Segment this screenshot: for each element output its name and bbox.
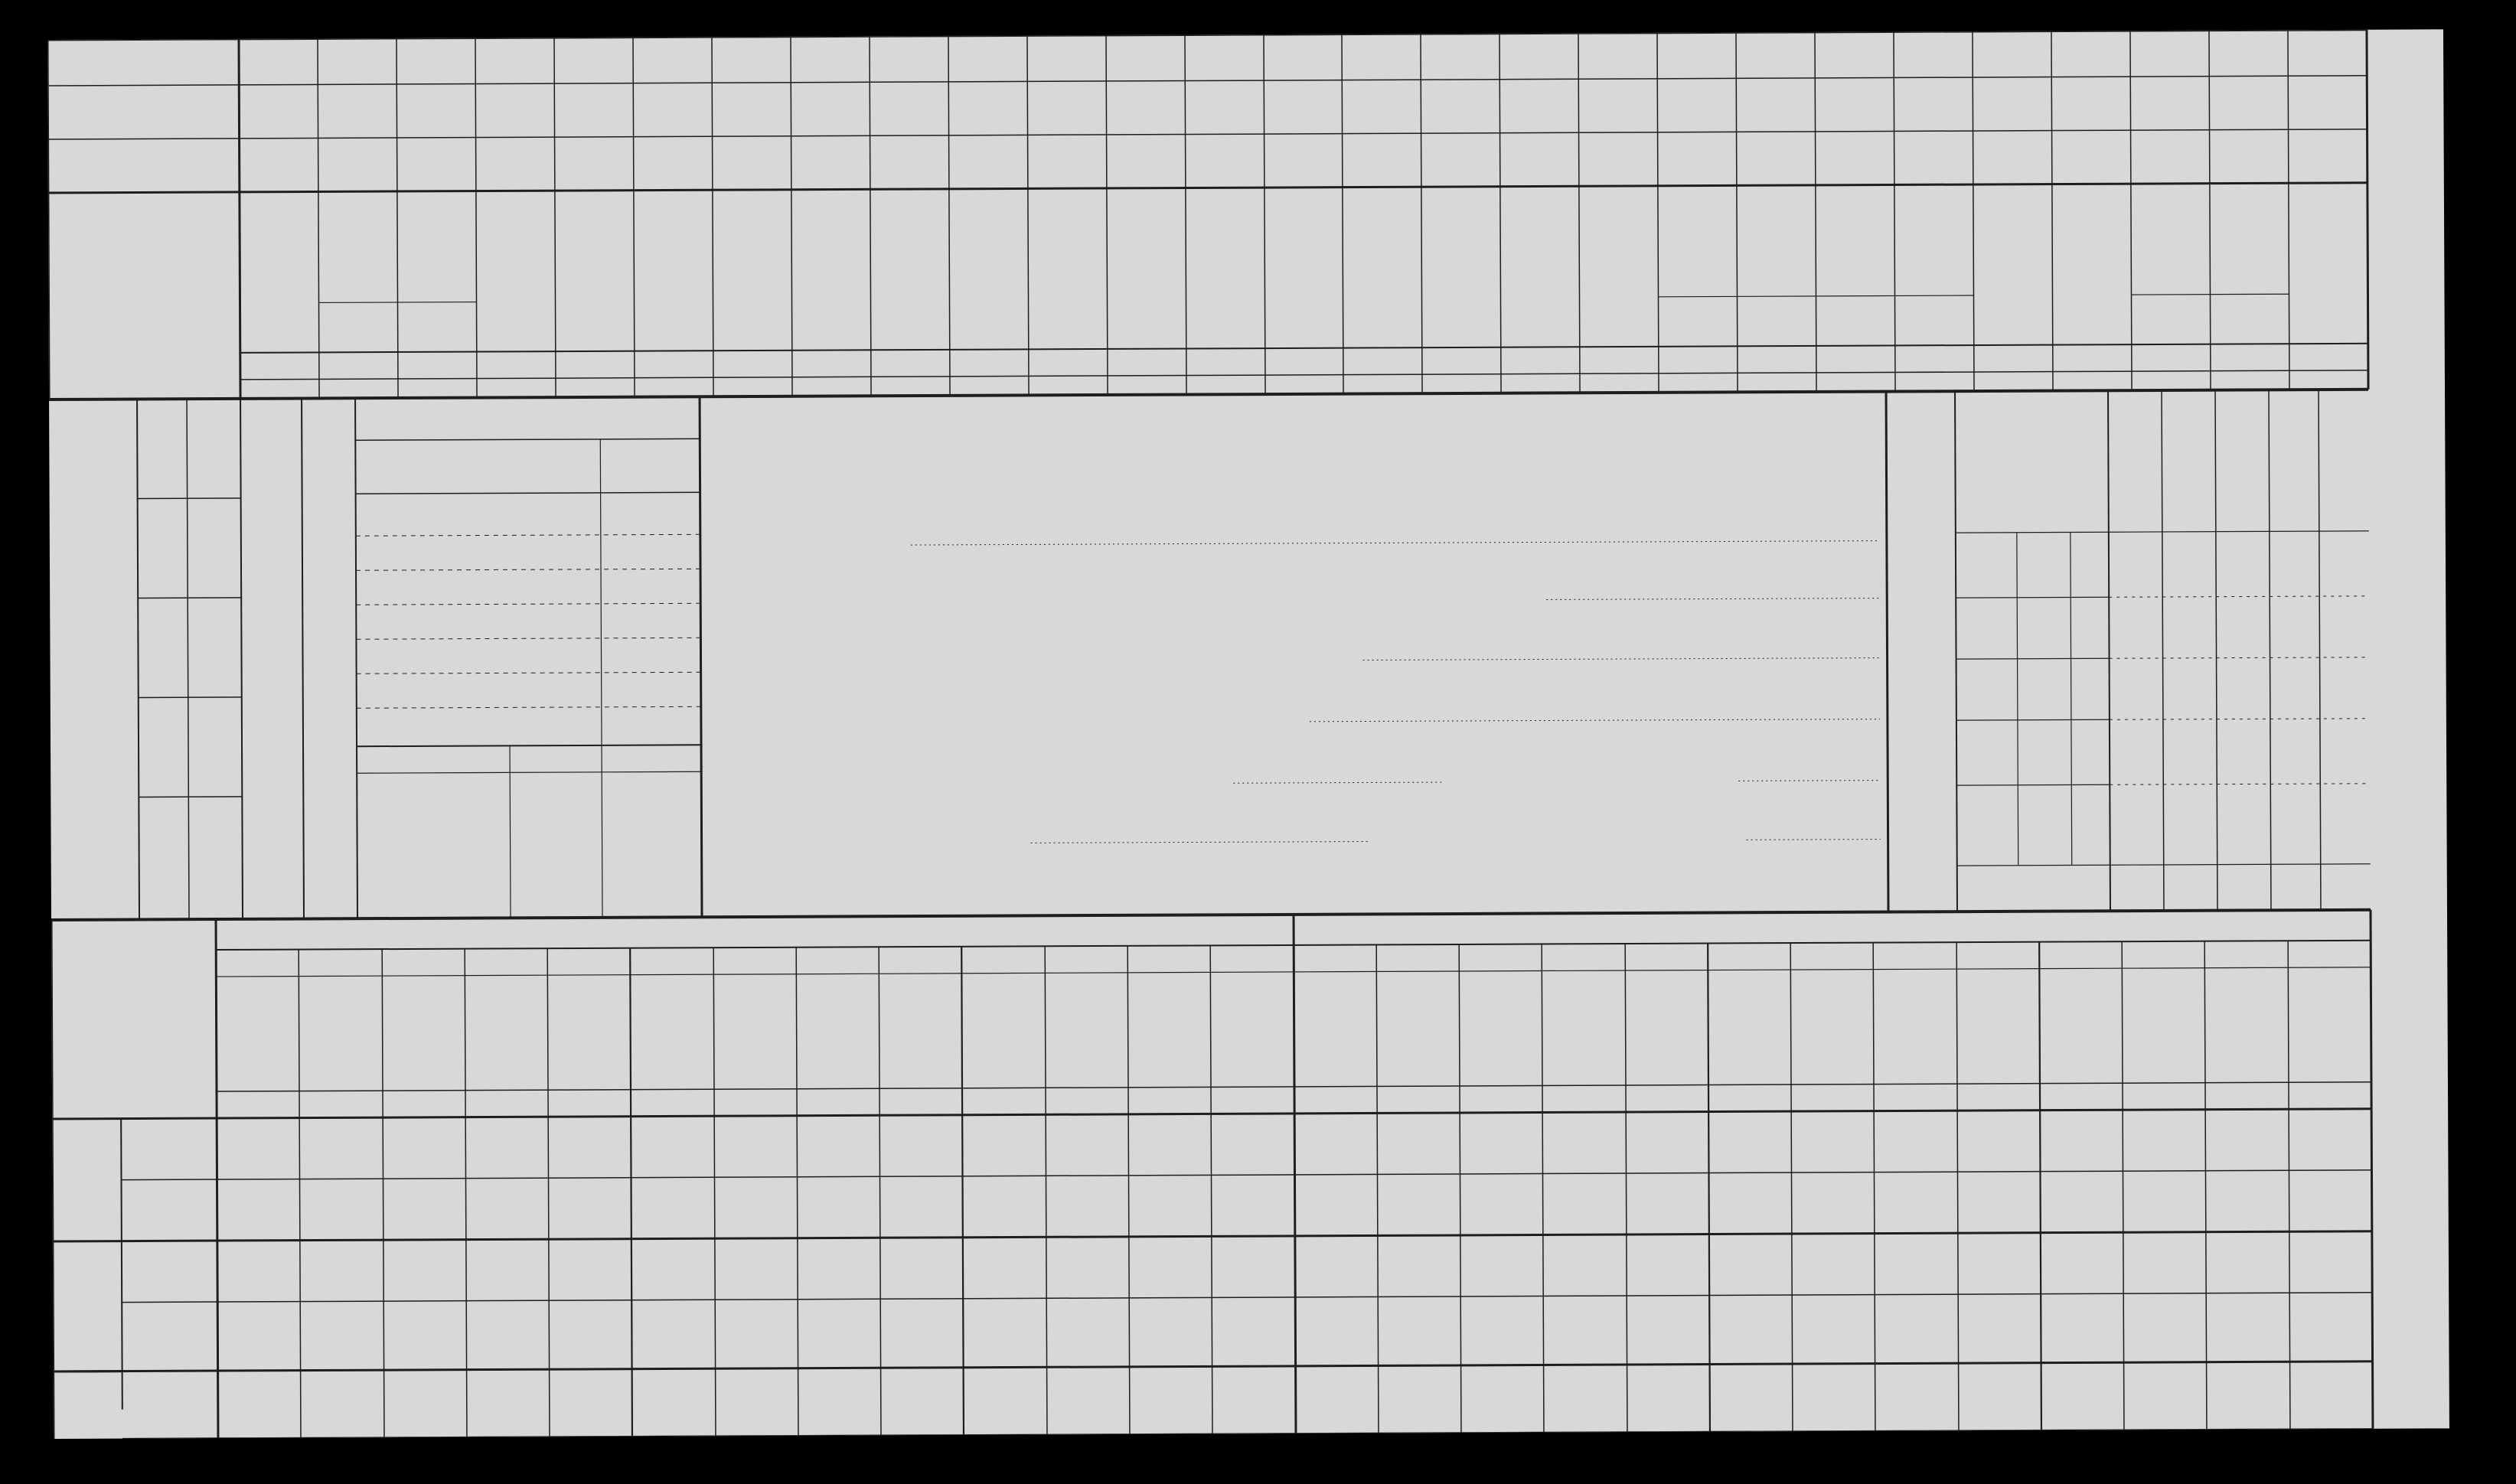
rule-line	[1625, 944, 1627, 1432]
answer-dotted-line	[1546, 598, 1879, 600]
rule-line	[600, 439, 602, 745]
answer-dotted-line	[1031, 841, 1368, 843]
rule-line	[1894, 31, 1895, 391]
rule-line	[465, 949, 467, 1437]
rule-line	[1045, 946, 1047, 1434]
rule-line	[1578, 33, 1580, 393]
rule-line	[791, 37, 792, 396]
rule-line	[139, 919, 243, 920]
rule-line	[122, 1170, 2372, 1180]
rule-line	[1499, 34, 1501, 393]
rule-line	[2122, 941, 2124, 1430]
rule-line	[137, 399, 139, 919]
rule-line	[356, 638, 700, 639]
rule-line	[700, 396, 702, 917]
rule-line	[54, 1362, 2373, 1371]
rule-line	[2071, 532, 2072, 865]
rule-line	[122, 1293, 2372, 1303]
rule-line	[1956, 942, 1959, 1430]
rule-line	[51, 910, 2371, 920]
rule-line	[356, 569, 700, 570]
rule-line	[47, 76, 2367, 86]
rule-line	[1736, 32, 1738, 392]
rule-line	[2017, 533, 2018, 866]
rule-line	[2162, 390, 2164, 911]
rule-line	[796, 947, 798, 1436]
rule-line	[2131, 294, 2289, 295]
rule-line	[1294, 945, 1296, 1433]
rule-line	[356, 534, 700, 536]
rule-line	[1459, 944, 1461, 1433]
rule-line	[1027, 35, 1029, 395]
rule-line	[47, 30, 2367, 40]
rule-line	[2109, 596, 2369, 597]
rule-line	[355, 439, 700, 440]
rule-line	[2109, 531, 2369, 532]
rule-line	[1957, 865, 2110, 866]
rule-line	[2039, 942, 2041, 1430]
rule-line	[240, 399, 243, 919]
rule-line	[302, 399, 304, 919]
form-grid	[47, 29, 2449, 1439]
rule-line	[2209, 31, 2211, 390]
rule-line	[2130, 31, 2132, 390]
rule-line	[139, 697, 242, 698]
rule-line	[121, 1109, 2371, 1119]
rule-line	[356, 492, 700, 494]
rule-line	[355, 398, 357, 918]
rule-line	[187, 399, 189, 919]
rule-line	[1542, 944, 1544, 1432]
rule-line	[547, 948, 550, 1437]
rule-line	[1956, 784, 2110, 785]
rule-line	[357, 672, 701, 674]
rule-line	[47, 40, 49, 400]
rule-line	[1956, 532, 2109, 533]
rule-line	[1127, 946, 1130, 1434]
rule-line	[2215, 390, 2217, 911]
rule-line	[239, 39, 240, 399]
rule-line	[2288, 941, 2290, 1429]
rule-line	[240, 344, 2368, 353]
rule-line	[2204, 941, 2207, 1430]
rule-line	[2110, 864, 2371, 865]
rule-line	[357, 706, 701, 708]
rule-line	[240, 370, 2368, 380]
rule-line	[879, 947, 881, 1435]
rule-line	[2288, 30, 2289, 390]
rule-line	[1956, 597, 2109, 598]
rule-line	[121, 1119, 122, 1410]
rule-line	[48, 183, 2368, 193]
rule-line	[870, 36, 871, 396]
rule-line	[1657, 33, 1659, 393]
rule-line	[1973, 31, 1974, 391]
rule-line	[2371, 910, 2373, 1429]
rule-line	[319, 302, 477, 303]
rule-line	[137, 399, 240, 400]
rule-line	[1106, 35, 1108, 395]
answer-dotted-line	[1363, 658, 1880, 660]
rule-line	[382, 949, 384, 1437]
rule-line	[1956, 719, 2110, 720]
rule-line	[2108, 390, 2110, 911]
rule-line	[1210, 945, 1212, 1433]
rule-line	[712, 37, 713, 396]
rule-line	[1955, 391, 1957, 912]
rule-line	[1886, 392, 1888, 912]
rule-line	[475, 38, 477, 398]
rule-line	[633, 38, 635, 397]
rule-line	[1185, 35, 1186, 395]
rule-line	[1708, 944, 1710, 1432]
census-form-sheet	[47, 29, 2449, 1439]
rule-line	[1376, 944, 1379, 1433]
rule-line	[2269, 390, 2271, 910]
rule-line	[2319, 390, 2321, 910]
rule-line	[961, 947, 964, 1435]
rule-line	[1815, 32, 1816, 392]
rule-line	[510, 745, 511, 918]
rule-line	[2110, 657, 2370, 658]
rule-line	[1873, 943, 1875, 1431]
answer-dotted-line	[911, 541, 1879, 546]
rule-line	[299, 950, 301, 1438]
rule-line	[1421, 34, 1422, 393]
rule-line	[318, 38, 319, 398]
rule-line	[2367, 30, 2368, 390]
rule-line	[554, 38, 556, 397]
rule-line	[48, 129, 2368, 139]
rule-line	[1790, 943, 1793, 1431]
answer-dotted-line	[1233, 782, 1444, 783]
rule-line	[51, 920, 54, 1439]
rule-line	[357, 745, 701, 746]
answer-dotted-line	[1310, 719, 1880, 722]
rule-line	[356, 603, 700, 605]
rule-line	[122, 1429, 2373, 1439]
rule-line	[713, 947, 716, 1436]
rule-line	[630, 948, 632, 1437]
rule-line	[396, 38, 398, 398]
rule-line	[948, 36, 950, 396]
rule-line	[1264, 34, 1265, 394]
rule-line	[138, 498, 241, 499]
rule-line	[122, 1231, 2372, 1241]
rule-line	[49, 390, 2368, 400]
rule-line	[1956, 658, 2110, 659]
rule-line	[2051, 31, 2053, 391]
rule-line	[357, 771, 701, 773]
rule-line	[1342, 34, 1343, 394]
